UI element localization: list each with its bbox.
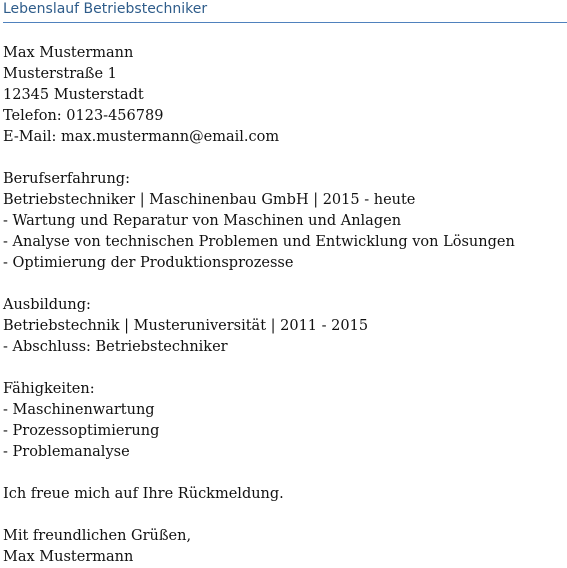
document-body xyxy=(3,43,563,568)
experience-item: - Wartung und Reparatur von Maschinen und Anlagen xyxy=(3,213,402,229)
contact-email: E-Mail: max.mustermann@email.com xyxy=(3,129,280,145)
experience-position: Betriebstechniker | Maschinenbau GmbH | 2015 - heute xyxy=(3,192,416,208)
education-section xyxy=(3,295,563,358)
contact-street: Musterstraße 1 xyxy=(3,66,117,82)
spacer xyxy=(3,505,563,526)
document-header xyxy=(3,0,567,23)
closing-greeting: Mit freundlichen Grüßen, xyxy=(3,528,192,544)
spacer xyxy=(3,148,563,169)
spacer xyxy=(3,463,563,484)
closing-text: Ich freue mich auf Ihre Rückmeldung. xyxy=(3,486,284,502)
skills-section xyxy=(3,379,563,463)
contact-phone: Telefon: 0123-456789 xyxy=(3,108,164,124)
contact-name: Max Mustermann xyxy=(3,45,134,61)
education-heading: Ausbildung: xyxy=(3,297,91,313)
spacer xyxy=(3,358,563,379)
document-title: Lebenslauf Betriebstechniker xyxy=(3,1,208,17)
skills-item: - Problemanalyse xyxy=(3,444,130,460)
experience-item: - Analyse von technischen Problemen und Entwicklung von Lösungen xyxy=(3,234,515,250)
skills-item: - Prozessoptimierung xyxy=(3,423,160,439)
signature-name: Max Mustermann xyxy=(3,549,134,565)
contact-city: 12345 Musterstadt xyxy=(3,87,144,103)
skills-item: - Maschinenwartung xyxy=(3,402,155,418)
experience-heading: Berufserfahrung: xyxy=(3,171,130,187)
contact-block xyxy=(3,43,563,148)
education-item: - Abschluss: Betriebstechniker xyxy=(3,339,228,355)
education-degree: Betriebstechnik | Musteruniversität | 2011 - 2015 xyxy=(3,318,369,334)
experience-section xyxy=(3,169,563,274)
skills-heading: Fähigkeiten: xyxy=(3,381,95,397)
signature-block xyxy=(3,526,563,568)
spacer xyxy=(3,274,563,295)
experience-item: - Optimierung der Produktionsprozesse xyxy=(3,255,294,271)
